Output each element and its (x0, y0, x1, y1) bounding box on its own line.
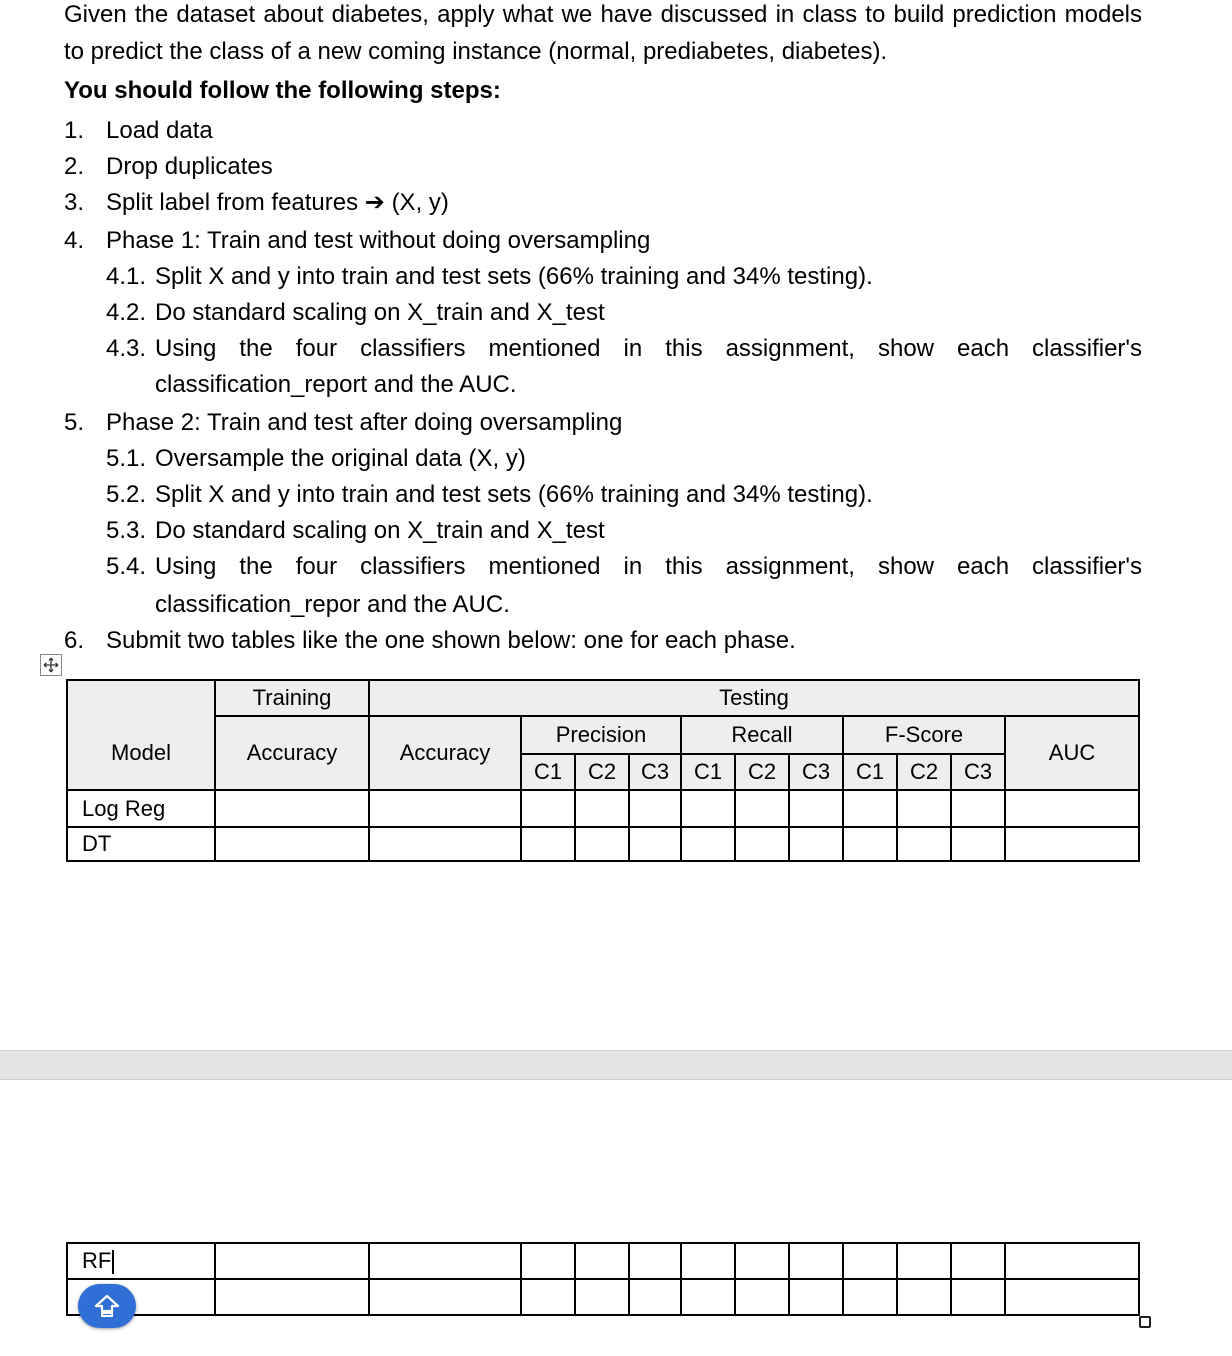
intro-paragraph[interactable]: Given the dataset about diabetes, apply what we have discussed in class to build prediction models to predict the class of a new coming instance (normal, prediabetes, diabetes). (64, 1, 1142, 65)
table-cell[interactable] (789, 1243, 843, 1279)
table-cell[interactable] (369, 1243, 521, 1279)
row-label-cell[interactable]: RF (67, 1243, 215, 1279)
results-table-continued (66, 1242, 1140, 1316)
table-resize-icon[interactable] (1139, 1316, 1151, 1328)
table-cell[interactable] (1005, 1279, 1139, 1315)
class-header[interactable]: C2 (735, 754, 789, 790)
text-cursor (112, 1250, 114, 1274)
table-cell[interactable] (521, 827, 575, 861)
table-cell[interactable] (897, 790, 951, 827)
table-cell[interactable] (843, 790, 897, 827)
table-cell[interactable] (843, 827, 897, 861)
table-cell[interactable] (215, 827, 369, 861)
table-cell[interactable] (575, 827, 629, 861)
table-cell[interactable] (789, 827, 843, 861)
table-cell[interactable] (629, 1279, 681, 1315)
recall-header[interactable]: Recall (681, 716, 843, 754)
table-cell[interactable] (951, 1243, 1005, 1279)
class-header[interactable]: C1 (843, 754, 897, 790)
table-cell[interactable] (369, 1279, 521, 1315)
table-cell[interactable] (897, 1243, 951, 1279)
table-cell[interactable] (575, 790, 629, 827)
table-cell[interactable] (1005, 790, 1139, 827)
table-cell[interactable] (215, 1279, 369, 1315)
model-header[interactable]: Model (67, 716, 215, 790)
table-cell[interactable] (897, 1279, 951, 1315)
table-cell[interactable] (629, 827, 681, 861)
class-header[interactable]: C1 (521, 754, 575, 790)
testing-header[interactable]: Testing (369, 680, 1139, 716)
table-cell[interactable] (735, 790, 789, 827)
table-cell[interactable] (951, 790, 1005, 827)
table-cell[interactable] (735, 1243, 789, 1279)
table-cell[interactable] (951, 1279, 1005, 1315)
table-cell[interactable] (681, 1243, 735, 1279)
table-cell[interactable] (735, 827, 789, 861)
table-cell[interactable] (789, 1279, 843, 1315)
class-header[interactable]: C3 (951, 754, 1005, 790)
precision-header[interactable]: Precision (521, 716, 681, 754)
table-cell[interactable] (629, 1243, 681, 1279)
table-row (67, 1279, 1139, 1315)
class-header[interactable]: C2 (575, 754, 629, 790)
class-header[interactable]: C1 (681, 754, 735, 790)
page-break (0, 1050, 1232, 1080)
table-cell[interactable] (369, 827, 521, 861)
table-cell[interactable] (1005, 827, 1139, 861)
row-label-cell[interactable]: Log Reg (67, 790, 215, 827)
auc-header[interactable]: AUC (1005, 716, 1139, 790)
table-cell[interactable] (951, 827, 1005, 861)
table-cell[interactable] (681, 1279, 735, 1315)
table-cell[interactable] (521, 1279, 575, 1315)
table-cell[interactable] (215, 1243, 369, 1279)
results-table (66, 679, 1140, 862)
table-row (67, 827, 1139, 861)
table-cell[interactable] (843, 1243, 897, 1279)
table-cell[interactable] (843, 1279, 897, 1315)
move-arrows-icon[interactable] (40, 654, 62, 676)
table-cell[interactable] (1005, 1243, 1139, 1279)
train-accuracy-header[interactable]: Accuracy (215, 716, 369, 790)
table-cell[interactable] (575, 1243, 629, 1279)
row-label-cell[interactable]: DT (67, 827, 215, 861)
table-cell[interactable] (681, 790, 735, 827)
table-cell[interactable] (735, 1279, 789, 1315)
table-cell[interactable] (575, 1279, 629, 1315)
class-header[interactable]: C3 (789, 754, 843, 790)
table-cell[interactable] (215, 790, 369, 827)
table-cell[interactable] (521, 1243, 575, 1279)
training-header[interactable]: Training (215, 680, 369, 716)
table-row (67, 1243, 1139, 1279)
steps-heading[interactable]: You should follow the following steps: (64, 77, 501, 104)
class-header[interactable]: C3 (629, 754, 681, 790)
table-cell[interactable] (521, 790, 575, 827)
class-header[interactable]: C2 (897, 754, 951, 790)
blank-header-cell[interactable] (67, 680, 215, 716)
table-cell[interactable] (629, 790, 681, 827)
test-accuracy-header[interactable]: Accuracy (369, 716, 521, 790)
table-cell[interactable] (369, 790, 521, 827)
table-cell[interactable] (789, 790, 843, 827)
table-cell[interactable] (681, 827, 735, 861)
fscore-header[interactable]: F-Score (843, 716, 1005, 754)
house-up-icon[interactable] (78, 1284, 136, 1328)
table-row (67, 790, 1139, 827)
table-cell[interactable] (897, 827, 951, 861)
